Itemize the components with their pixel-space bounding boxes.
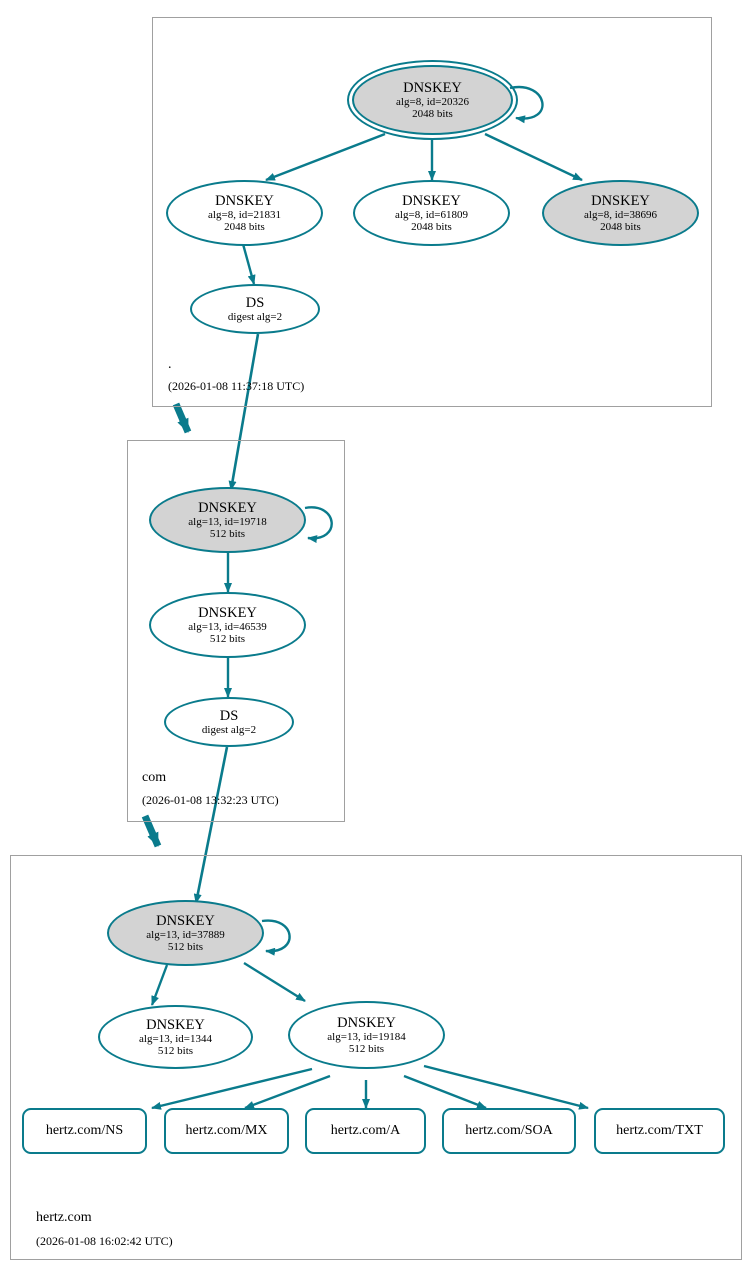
node-label-line3: 512 bits — [209, 528, 246, 541]
node-label-line2: digest alg=2 — [227, 310, 283, 323]
node-label-line1: DNSKEY — [146, 1016, 205, 1033]
node-label-line3: 512 bits — [167, 941, 204, 954]
node-label-line3: 2048 bits — [411, 221, 452, 234]
node-label-line1: hertz.com/NS — [45, 1123, 124, 1139]
node-label-line2: alg=8, id=21831 — [208, 208, 281, 221]
node-rrset-txt[interactable] — [594, 1108, 725, 1154]
zone-timestamp-root: (2026-01-08 11:37:18 UTC) — [168, 379, 305, 393]
node-rrset-ns[interactable] — [22, 1108, 147, 1154]
node-root-dnskey-20326[interactable] — [352, 65, 513, 135]
node-label-line3: 512 bits — [157, 1045, 194, 1058]
node-label-line1: DNSKEY — [215, 192, 274, 209]
node-root-dnskey-61809[interactable] — [353, 180, 510, 246]
node-label-line2: alg=8, id=20326 — [396, 95, 469, 108]
node-rrset-soa[interactable] — [442, 1108, 576, 1154]
node-hertz-dnskey-19184[interactable] — [288, 1001, 445, 1069]
node-label-line1: DNSKEY — [403, 79, 462, 96]
node-label-line1: DS — [219, 707, 239, 724]
node-hertz-dnskey-1344[interactable] — [98, 1005, 253, 1069]
node-label-line3: 2048 bits — [412, 108, 453, 121]
zone-name-root: . — [168, 357, 172, 372]
node-label-line2: digest alg=2 — [201, 723, 257, 736]
node-label-line3: 2048 bits — [600, 221, 641, 234]
node-label-line2: alg=13, id=19718 — [188, 515, 267, 528]
node-label-line2: alg=8, id=38696 — [584, 208, 657, 221]
node-label-line1: hertz.com/A — [330, 1123, 401, 1139]
zone-timestamp-com: (2026-01-08 13:32:23 UTC) — [142, 793, 279, 807]
node-label-line1: DNSKEY — [591, 192, 650, 209]
node-com-dnskey-19718[interactable] — [149, 487, 306, 553]
node-label-line2: alg=13, id=37889 — [146, 928, 225, 941]
node-label-line1: DNSKEY — [198, 499, 257, 516]
node-label-line1: DS — [245, 294, 265, 311]
node-label-line1: hertz.com/MX — [185, 1123, 268, 1139]
node-label-line2: alg=13, id=1344 — [139, 1032, 212, 1045]
node-com-dnskey-46539[interactable] — [149, 592, 306, 658]
node-label-line2: alg=8, id=61809 — [395, 208, 468, 221]
node-root-dnskey-21831[interactable] — [166, 180, 323, 246]
node-label-line3: 512 bits — [209, 633, 246, 646]
node-hertz-dnskey-37889[interactable] — [107, 900, 264, 966]
node-label-line1: DNSKEY — [402, 192, 461, 209]
node-label-line1: DNSKEY — [337, 1014, 396, 1031]
node-label-line3: 2048 bits — [224, 221, 265, 234]
node-label-line2: alg=13, id=19184 — [327, 1030, 406, 1043]
node-label-line2: alg=13, id=46539 — [188, 620, 267, 633]
node-label-line1: hertz.com/TXT — [616, 1123, 703, 1139]
zone-timestamp-hertz: (2026-01-08 16:02:42 UTC) — [36, 1234, 173, 1248]
node-com-ds[interactable] — [164, 697, 294, 747]
node-label-line1: hertz.com/SOA — [465, 1123, 553, 1139]
node-label-line3: 512 bits — [348, 1043, 385, 1056]
node-label-line1: DNSKEY — [198, 604, 257, 621]
node-root-ds[interactable] — [190, 284, 320, 334]
node-root-dnskey-38696[interactable] — [542, 180, 699, 246]
zone-name-hertz: hertz.com — [36, 1210, 92, 1225]
node-rrset-a[interactable] — [305, 1108, 426, 1154]
node-label-line1: DNSKEY — [156, 912, 215, 929]
node-rrset-mx[interactable] — [164, 1108, 289, 1154]
zone-name-com: com — [142, 770, 167, 785]
